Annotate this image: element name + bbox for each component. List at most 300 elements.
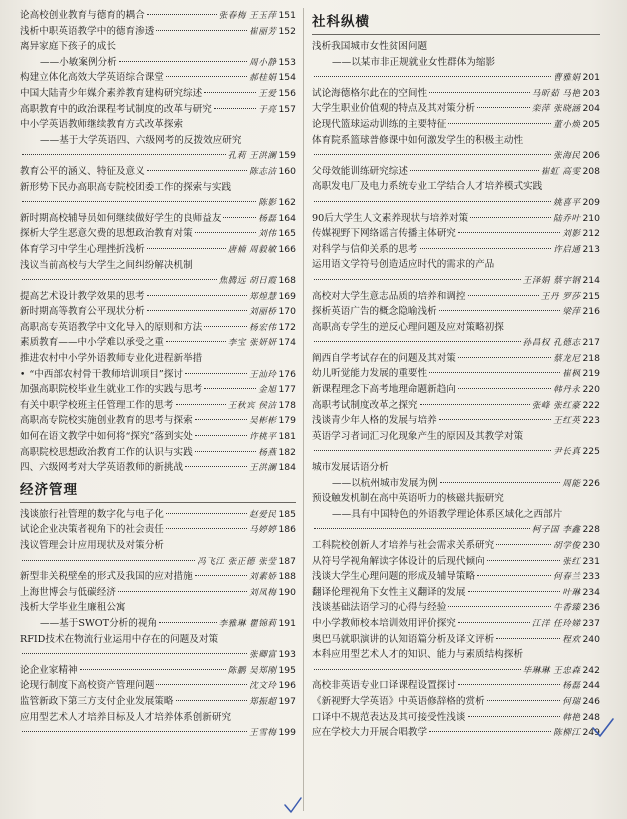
entry-author: 蔡龙尼 (553, 353, 581, 364)
entry-author: 王汕玲 (249, 369, 277, 380)
entry-author: 王雪梅 (249, 728, 277, 739)
toc-entry (312, 522, 600, 538)
entry-title: 四、六级网考对大学英语教师的新挑战 (20, 462, 184, 474)
dot-leader (118, 591, 247, 592)
page-number: 154 (278, 72, 296, 84)
dot-leader (314, 154, 551, 155)
entry-author: 刘素娇 (249, 572, 277, 583)
toc-entry (20, 367, 296, 383)
entry-title: 体育院系篮球普修课中如何激发学生的积极主动性 (312, 134, 524, 146)
toc-entry (312, 242, 600, 258)
dot-leader (314, 279, 521, 280)
dot-leader (204, 92, 256, 93)
page-number: 249 (582, 727, 600, 739)
dot-leader (314, 528, 530, 529)
dot-leader (195, 419, 247, 420)
entry-title: 高校非英语专业口译课程设置探讨 (312, 680, 456, 692)
page-number: 165 (278, 228, 296, 240)
dot-leader (195, 575, 247, 576)
entry-title: 浅议当前高校与大学生之间纠纷解决机制 (20, 259, 193, 271)
entry-title: 论现行制度下高校资产管理问题 (20, 680, 155, 692)
toc-entry (20, 460, 296, 476)
page-number: 162 (278, 197, 296, 209)
toc-entry (312, 101, 600, 117)
page-number: 220 (582, 384, 600, 396)
entry-title: ——基于大学英语四、六级网考的反拨效应研究 (40, 134, 242, 146)
entry-title: 有关中职学校班主任管理工作的思考 (20, 399, 174, 411)
entry-title: 浅析我国城市女性贫困问题 (312, 41, 428, 52)
entry-author: 沈文玲 (249, 681, 277, 692)
entry-title: 高职高专学生的逆反心理问题及应对策略初探 (312, 321, 504, 333)
entry-title: 工科院校创新人才培养与社会需求关系研究 (312, 540, 495, 551)
entry-author: 崔虹 高雯 (540, 166, 581, 177)
page-number: 172 (278, 321, 296, 333)
page-number: 228 (582, 524, 600, 536)
toc-entry (312, 398, 600, 414)
entry-author: 王爱 (258, 88, 277, 99)
dot-leader (195, 232, 257, 233)
page-number: 237 (582, 617, 600, 629)
toc-entry (312, 554, 600, 570)
toc-entry (20, 522, 296, 538)
toc-entry (20, 710, 296, 726)
entry-author: 刘丽桥 (249, 307, 277, 318)
entry-author: 张红 (562, 556, 581, 567)
dot-leader (166, 513, 247, 514)
toc-entry (312, 476, 600, 492)
entry-author: 尹长真 (553, 447, 581, 458)
dot-leader (80, 669, 226, 670)
entry-author: 李雅琳 瞿锦莉 (218, 618, 277, 629)
toc-entry (312, 725, 600, 741)
dot-leader (176, 404, 226, 405)
entry-title: 构建立体化高效大学英语综合课堂 (20, 72, 164, 84)
dot-leader (458, 684, 560, 685)
page-number: 174 (278, 337, 296, 349)
entry-author: 董小焕 (553, 119, 581, 130)
entry-title: 奥巴马就职演讲的认知语篇分析及译文评析 (312, 633, 495, 645)
dot-leader (156, 684, 247, 685)
page-number: 178 (278, 399, 296, 411)
entry-author: 冯飞江 张正德 张莹 (197, 556, 277, 567)
entry-title: 口译中不规范表达及其可接受性浅谈 (312, 711, 466, 723)
entry-author: 杨宏伟 (249, 322, 277, 333)
entry-title: 监管新政下第三方支付企业发展策略 (20, 695, 174, 707)
entry-author: 杨磊 (258, 213, 277, 224)
page-number: 231 (582, 555, 600, 567)
toc-entry (20, 70, 296, 86)
entry-author: 刘影 (562, 229, 581, 240)
toc-entry (20, 538, 296, 554)
entry-title: 浅谈基础法语学习的心得与经验 (312, 602, 447, 614)
page-number: 152 (278, 25, 296, 37)
entry-title: 应用型艺术人才培养目标及人才培养体系创新研究 (20, 711, 232, 723)
dot-leader (156, 30, 247, 31)
dot-leader (22, 731, 247, 732)
dot-leader (458, 232, 560, 233)
entry-title: 父母效能训练研究综述 (312, 165, 408, 177)
entry-author: 何春兰 (553, 572, 581, 583)
entry-title: 从符号学视角解读字体设计的后现代倾向 (312, 555, 485, 567)
entry-author: 叶琳 (562, 587, 581, 598)
toc-entry (20, 117, 296, 133)
page-number: 182 (278, 446, 296, 458)
page-number: 197 (278, 695, 296, 707)
page-number: 242 (582, 664, 600, 676)
dot-leader (487, 560, 561, 561)
toc-entry (312, 444, 600, 460)
toc-entry (312, 55, 600, 71)
toc-entry (312, 585, 600, 601)
entry-title: 本科应用型艺术人才的知识、能力与素质结构探析 (312, 649, 524, 661)
entry-author: 张海民 (553, 151, 581, 162)
entry-title: ——具有中国特色的外语教学理论体系区域化之西部片 (332, 508, 563, 520)
dot-leader (439, 310, 561, 311)
entry-author: 郝桂娟 (249, 73, 277, 84)
entry-title: 体育学习中学生心理挫折浅析 (20, 243, 145, 255)
toc-entry (20, 211, 296, 227)
toc-entry (20, 39, 296, 55)
entry-author: 崔丽芳 (249, 26, 277, 37)
entry-title: ——以杭州城市发展为例 (332, 477, 438, 489)
toc-entry (312, 148, 600, 164)
dot-leader (147, 14, 217, 15)
entry-title: 高职高专院校实施创业教育的思考与探索 (20, 415, 193, 427)
left-entries-bottom (20, 507, 296, 741)
toc-entry (20, 382, 296, 398)
page-number: 216 (582, 306, 600, 318)
toc-entry (20, 600, 296, 616)
entry-title: 上海世博会与低碳经济 (20, 586, 116, 598)
dot-leader (22, 154, 226, 155)
toc-entry (20, 694, 296, 710)
dot-leader (147, 310, 247, 311)
dot-leader (314, 76, 551, 77)
entry-author: 柯子国 李鑫 (531, 525, 581, 536)
entry-author: 王红英 (553, 416, 581, 427)
toc-entry (20, 320, 296, 336)
dot-leader (468, 295, 539, 296)
entry-author: 马婷婷 (249, 525, 277, 536)
dot-leader (22, 653, 247, 654)
entry-title: 提高艺术设计教学效果的思考 (20, 290, 145, 302)
toc-entry (20, 289, 296, 305)
toc-entry (20, 663, 296, 679)
toc-entry (312, 382, 600, 398)
page-number: 222 (582, 399, 600, 411)
entry-author: 毕琳琳 王忠森 (522, 665, 581, 676)
dot-leader (314, 341, 521, 342)
dot-leader (458, 388, 551, 389)
entry-author: 陈志洁 (249, 166, 277, 177)
page-number: 223 (582, 415, 600, 427)
entry-title: RFID技术在物流行业运用中存在的问题及对策 (20, 633, 219, 645)
page-number: 206 (582, 150, 600, 162)
page-number: 153 (278, 56, 296, 68)
dot-leader (223, 217, 256, 218)
entry-title: • “中西部农村骨干教师培训项目”探讨 (29, 368, 184, 380)
page-number: 168 (278, 275, 296, 287)
entry-author: 吴彬彬 (249, 416, 277, 427)
entry-title: 新型非关税壁垒的形式及我国的应对措施 (20, 571, 193, 583)
toc-entry (20, 569, 296, 585)
entry-author: 陈鹏 吴郑刚 (227, 665, 277, 676)
entry-title: 论企业家精神 (20, 664, 78, 676)
page-number: 244 (582, 680, 600, 692)
page-number: 190 (278, 586, 296, 598)
toc-entry (312, 600, 600, 616)
entry-author: 胡学俊 (553, 541, 581, 551)
page-number: 201 (582, 72, 600, 84)
page-number: 156 (278, 87, 296, 99)
dot-leader (22, 201, 256, 202)
entry-title: 《新视野大学英语》中英语修辞格的赏析 (312, 695, 485, 707)
entry-title: 幼儿听觉能力发展的重要性 (312, 368, 428, 380)
dot-leader (496, 544, 551, 545)
entry-author: 张卿富 (249, 650, 277, 661)
entry-author: 曹雅娟 (553, 73, 581, 84)
page-number: 196 (278, 680, 296, 692)
page-number: 199 (278, 727, 296, 739)
toc-entry (312, 195, 600, 211)
toc-entry (20, 195, 296, 211)
dot-leader (429, 372, 560, 373)
page-number: 151 (278, 10, 296, 21)
entry-title: 预设触发机制在高中英语听力的核磁共振研究 (312, 493, 504, 505)
entry-title: 论高校创业教育与德育的耦合 (20, 10, 145, 21)
entry-title: 探析大学生恶意欠费的思想政治教育对策 (20, 228, 193, 240)
entry-title: 英语学习者词汇习化现象产生的原因及其教学对策 (312, 430, 524, 442)
entry-title: 论现代篮球运动训练的主要特征 (312, 118, 447, 130)
page-number: 193 (278, 649, 296, 661)
toc-entry (312, 335, 600, 351)
page-number: 170 (278, 306, 296, 318)
toc-entry (20, 585, 296, 601)
toc-entry (20, 398, 296, 414)
toc-entry (312, 538, 600, 554)
dot-leader (166, 76, 247, 77)
toc-entry (312, 320, 600, 336)
entry-author: 张峰 张红豪 (531, 400, 581, 411)
entry-author: 陈影 (258, 198, 277, 209)
entry-author: 陆乔叶 (553, 213, 581, 224)
entry-author: 刘伟 (258, 229, 277, 240)
toc-entry (20, 304, 296, 320)
entry-author: 牛香臻 (553, 603, 581, 614)
entry-author: 程欢 (562, 634, 581, 645)
entry-author: 郑振超 (249, 696, 277, 707)
entry-author: 许桃平 (249, 432, 277, 443)
toc-entry (20, 55, 296, 71)
entry-title: 高职考试制度改革之探究 (312, 399, 418, 411)
entry-author: 韩丹永 (553, 385, 581, 396)
entry-author: 于亮 (258, 104, 277, 115)
dot-leader (448, 123, 551, 124)
toc-entry (20, 8, 296, 24)
entry-author: 栾萍 张晓涵 (531, 104, 581, 115)
entry-title: 浅谈青少年人格的发展与培养 (312, 415, 437, 427)
entry-title: 高职发电厂及电力系统专业工学结合人才培养模式实践 (312, 181, 543, 193)
dot-leader (185, 373, 247, 374)
toc-entry (312, 351, 600, 367)
left-column (20, 8, 296, 813)
toc-entry (20, 351, 296, 367)
entry-title: 新时期高校辅导员如何继续做好学生的良师益友 (20, 212, 222, 224)
entry-title: 高职教育中的政治课程考试制度的改革与研究 (20, 103, 212, 115)
entry-title: 传媒视野下网络谣言传播主体研究 (312, 228, 456, 240)
page-number: 176 (278, 368, 296, 380)
toc-entry (312, 678, 600, 694)
toc-entry (312, 39, 600, 55)
page-number: 187 (278, 555, 296, 567)
entry-author: 王秋宾 侯洁 (227, 400, 277, 411)
toc-entry (20, 616, 296, 632)
entry-title: 翻译伦理视角下女性主义翻译的发展 (312, 586, 466, 598)
page-number: 215 (582, 290, 600, 302)
entry-title: ——基于SWOT分析的视角 (40, 617, 158, 629)
toc-entry (312, 86, 600, 102)
dot-leader (119, 61, 247, 62)
toc-entry (312, 413, 600, 429)
page-number: 209 (582, 196, 600, 208)
page-number: 184 (278, 462, 296, 474)
toc-entry (312, 632, 600, 648)
toc-entry (20, 180, 296, 196)
toc-entry (312, 647, 600, 663)
page-number: 185 (278, 508, 296, 520)
dot-leader (477, 575, 551, 576)
toc-entry (20, 258, 296, 274)
entry-author: 孔莉 王洪澜 (227, 151, 277, 162)
entry-title: 加强高职院校毕业生就业工作的实践与思考 (20, 384, 203, 396)
entry-title: 素质教育——中小学难以承受之重 (20, 337, 164, 349)
toc-entry (312, 304, 600, 320)
dot-leader (166, 528, 247, 529)
entry-title: 新形势下民办高职高专院校团委工作的探索与实践 (20, 181, 232, 193)
dot-leader (195, 451, 257, 452)
entry-title: ——小敏案例分析 (40, 56, 117, 68)
dot-leader (314, 669, 521, 670)
page-number: 225 (582, 446, 600, 458)
entry-author: 郑煌慧 (249, 291, 277, 302)
dot-leader (477, 107, 530, 108)
dot-leader (439, 419, 551, 420)
toc-entry (20, 554, 296, 570)
toc-entry (312, 710, 600, 726)
dot-leader (147, 248, 226, 249)
toc-entry (20, 24, 296, 40)
dot-leader (204, 326, 247, 327)
page-number: 157 (278, 103, 296, 115)
entry-title: 浅析中职英语教学中的德育渗透 (20, 25, 155, 37)
dot-leader (314, 450, 551, 451)
entry-author: 李宝 张妍妍 (227, 338, 277, 349)
dot-leader (147, 170, 247, 171)
entry-author: 杨磊 (562, 681, 581, 692)
entry-author: 陈柳江 (553, 728, 581, 739)
entry-title: 城市发展话语分析 (312, 462, 389, 474)
dot-leader (420, 248, 552, 249)
dot-leader (458, 622, 530, 623)
entry-title: 大学生职业价值观的特点及其对策分析 (312, 103, 476, 115)
dot-leader (468, 591, 561, 592)
toc-entry (20, 445, 296, 461)
toc-entry (312, 273, 600, 289)
entry-title: 新时期高等教育公平现状分析 (20, 306, 145, 318)
entry-title: 试论企业决策者视角下的社会责任 (20, 524, 164, 536)
toc-entry (20, 102, 296, 118)
entry-title: 高职高专英语教学中文化导入的原则和方法 (20, 321, 203, 333)
dot-leader (176, 700, 248, 701)
dot-leader (470, 217, 551, 218)
entry-title: 中小学英语教师继续教育方式改革探索 (20, 119, 184, 131)
toc-entry (20, 678, 296, 694)
toc-entry (312, 460, 600, 476)
page-number: 246 (582, 695, 600, 707)
entry-author: 唐楠 周毅敏 (227, 244, 277, 255)
page-number: 181 (278, 431, 296, 443)
page-number: 218 (582, 352, 600, 364)
toc-entry (20, 133, 296, 149)
dot-leader (159, 622, 217, 623)
entry-title: 试论海德格尔此在的空间性 (312, 87, 428, 99)
toc-entry (312, 366, 600, 382)
entry-author: 刘凤梅 (249, 587, 277, 598)
toc-entry (312, 569, 600, 585)
dot-leader (166, 341, 226, 342)
dot-leader (185, 466, 247, 467)
entry-title: 推进农村中小学外语教师专业化进程新举措 (20, 353, 203, 365)
toc-entry (312, 694, 600, 710)
entry-author: 马昕茹 马艳 (531, 88, 581, 99)
toc-entry (20, 335, 296, 351)
toc-entry (312, 289, 600, 305)
dot-leader (195, 435, 247, 436)
dot-leader (22, 560, 195, 561)
entry-title: 浅析大学毕业生廉租公寓 (20, 602, 126, 614)
entry-author: 周小静 (249, 57, 277, 68)
page-number: 248 (582, 711, 600, 723)
entry-title: 探析英语广告的概念隐喻浅析 (312, 306, 437, 318)
entry-title: 浅谈旅行社管理的数字化与电子化 (20, 508, 164, 520)
page-number: 230 (582, 540, 600, 551)
entry-author: 金旭 (258, 385, 277, 396)
left-entries-top (20, 8, 296, 476)
toc-entry (20, 507, 296, 523)
entry-title: 对科学与信仰关系的思考 (312, 243, 418, 255)
entry-author: 韩艳 (562, 712, 581, 723)
toc-entry (20, 273, 296, 289)
page-number: 177 (278, 384, 296, 396)
entry-author: 崔枫 (562, 369, 581, 380)
dot-leader (147, 295, 247, 296)
toc-entry (312, 133, 600, 149)
toc-entry (20, 413, 296, 429)
entry-author: 赵爱民 (249, 509, 277, 520)
dot-leader (448, 606, 551, 607)
dot-leader (314, 201, 551, 202)
page-number: 217 (582, 337, 600, 349)
page-number: 226 (582, 477, 600, 489)
dot-leader (458, 357, 551, 358)
page-number: 214 (582, 274, 600, 286)
entry-title: 高职院校思想政治教育工作的认识与实践 (20, 446, 193, 458)
entry-title: 中国大陆青少年媒介素养教育建构研究综述 (20, 87, 203, 99)
entry-author: 王洪澜 (249, 463, 277, 474)
toc-entry (20, 632, 296, 648)
entry-author: 江洋 任玲娣 (531, 618, 581, 629)
entry-title: 离异家庭下孩子的成长 (20, 41, 116, 53)
